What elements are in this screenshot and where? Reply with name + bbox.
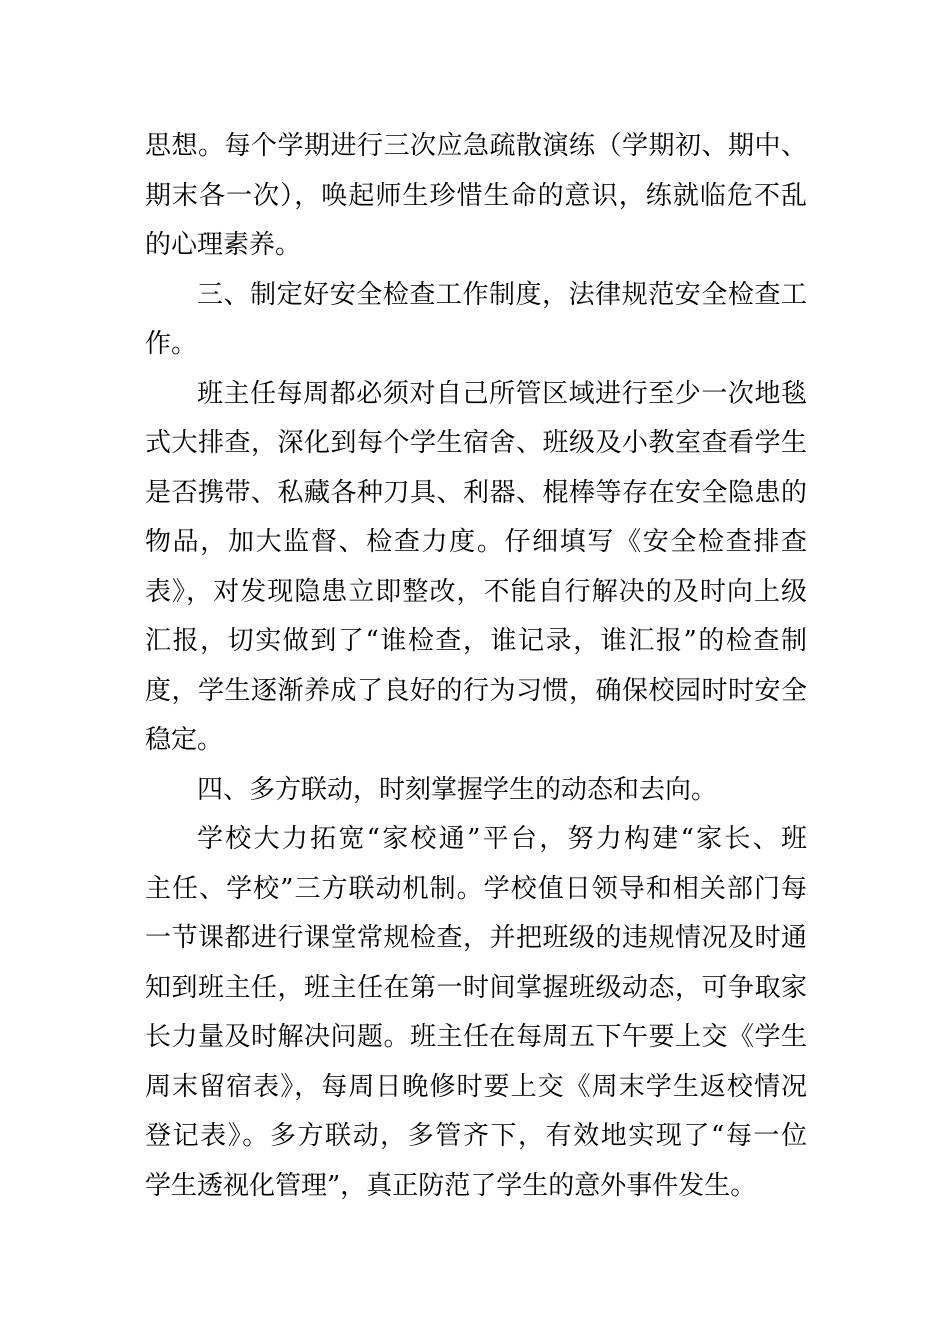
text-line: 周末留宿表》，每周日晚修时要上交《周末学生返校情况 [145, 1071, 807, 1102]
text-line: 一节课都进行课堂常规检查，并把班级的违规情况及时通 [145, 923, 807, 953]
text-line: 的心理素养。 [145, 230, 302, 260]
text-line: 思想。每个学期进行三次应急疏散演练（学期初、期中、 [145, 131, 807, 161]
text-line: 期末各一次），唤起师生珍惜生命的意识，练就临危不乱 [145, 180, 807, 211]
text-line: 是否携带、私藏各种刀具、利器、棍棒等存在安全隐患的 [145, 477, 807, 508]
text-line: 学校大力拓宽“家校通”平台，努力构建“家长、班 [197, 824, 807, 854]
text-line: 稳定。 [145, 725, 224, 755]
text-line: 表》，对发现隐患立即整改，不能自行解决的及时向上级 [145, 576, 807, 607]
text-line: 知到班主任，班主任在第一时间掌握班级动态，可争取家 [145, 972, 807, 1003]
text-line: 汇报，切实做到了“谁检查，谁记录，谁汇报”的检查制 [145, 626, 807, 656]
text-line: 学生透视化管理”，真正防范了学生的意外事件发生。 [145, 1170, 757, 1201]
text-line: 物品，加大监督、检查力度。仔细填写《安全检查排查 [145, 527, 807, 557]
text-line: 作。 [145, 329, 198, 359]
document-body [145, 122, 807, 1211]
text-line: 四、多方联动，时刻掌握学生的动态和去向。 [197, 774, 718, 805]
text-line: 登记表》。多方联动，多管齐下，有效地实现了“每一位 [145, 1121, 807, 1151]
text-line: 度，学生逐渐养成了良好的行为习惯，确保校园时时安全 [145, 675, 807, 706]
text-line: 主任、学校”三方联动机制。学校值日领导和相关部门每 [145, 873, 807, 904]
text-line: 式大排查，深化到每个学生宿舍、班级及小教室查看学生 [145, 428, 807, 458]
text-line: 班主任每周都必须对自己所管区域进行至少一次地毯 [197, 378, 807, 409]
text-line: 长力量及时解决问题。班主任在每周五下午要上交《学生 [145, 1022, 807, 1052]
text-line: 三、制定好安全检查工作制度，法律规范安全检查工 [197, 279, 807, 310]
